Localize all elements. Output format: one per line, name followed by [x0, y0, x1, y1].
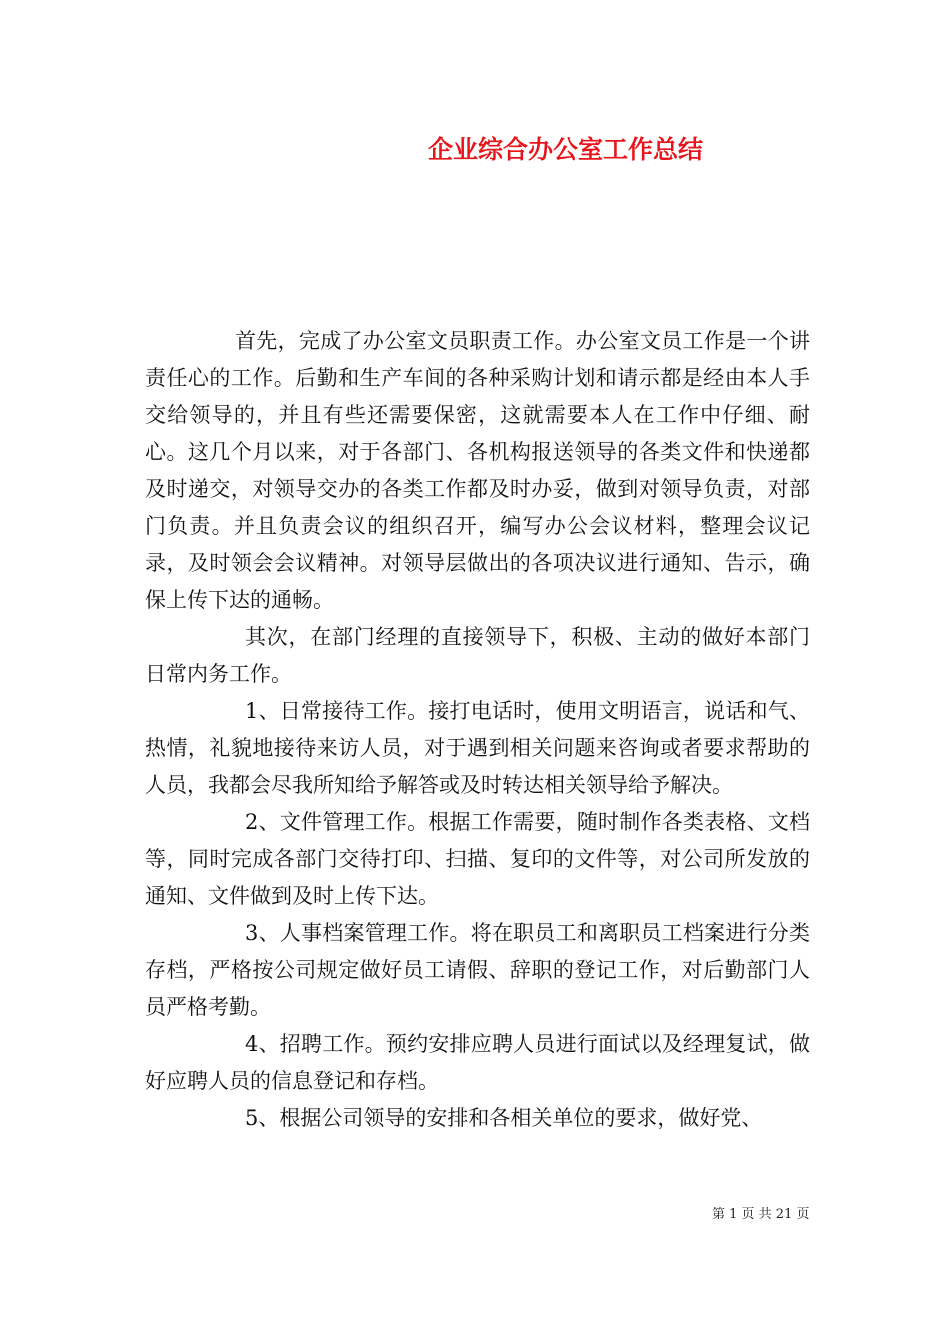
paragraph-5: 3、人事档案管理工作。将在职员工和离职员工档案进行分类存档，严格按公司规定做好员工请假、辞职的登记工作，对后勤部门人员严格考勤。	[145, 921, 810, 1019]
paragraph-1: 首先，完成了办公室文员职责工作。办公室文员工作是一个讲责任心的工作。后勤和生产车间的各种采购计划和请示都是经由本人手交给领导的，并且有些还需要保密，这就需要本人在工作中仔细、耐心。这几个月以来，对于各部门、各机构报送领导的各类文件和快递都及时递交，对领导交办的各类工作都及时办妥，做到对领导负责，对部门负责。并且负责会议的组织召开，编写办公会议材料，整理会议记录，及时领会会议精神。对领导层做出的各项决议进行通知、告示，确保上传下达的通畅。	[145, 329, 810, 612]
paragraph-3: 1、日常接待工作。接打电话时，使用文明语言，说话和气、热情，礼貌地接待来访人员，对于遇到相关问题来咨询或者要求帮助的人员，我都会尽我所知给予解答或及时转达相关领导给予解决。	[145, 699, 810, 797]
document-body	[145, 323, 810, 1137]
paragraph-7: 5、根据公司领导的安排和各相关单位的要求，做好党、	[245, 1106, 763, 1130]
page-number-footer: 第 1 页 共 21 页	[712, 1207, 810, 1222]
paragraph-6: 4、招聘工作。预约安排应聘人员进行面试以及经理复试，做好应聘人员的信息登记和存档。	[145, 1032, 810, 1093]
paragraph-4: 2、文件管理工作。根据工作需要，随时制作各类表格、文档等，同时完成各部门交待打印、扫描、复印的文件等，对公司所发放的通知、文件做到及时上传下达。	[145, 810, 810, 908]
document-title: 企业综合办公室工作总结	[428, 135, 704, 164]
paragraph-2: 其次，在部门经理的直接领导下，积极、主动的做好本部门日常内务工作。	[145, 625, 810, 686]
